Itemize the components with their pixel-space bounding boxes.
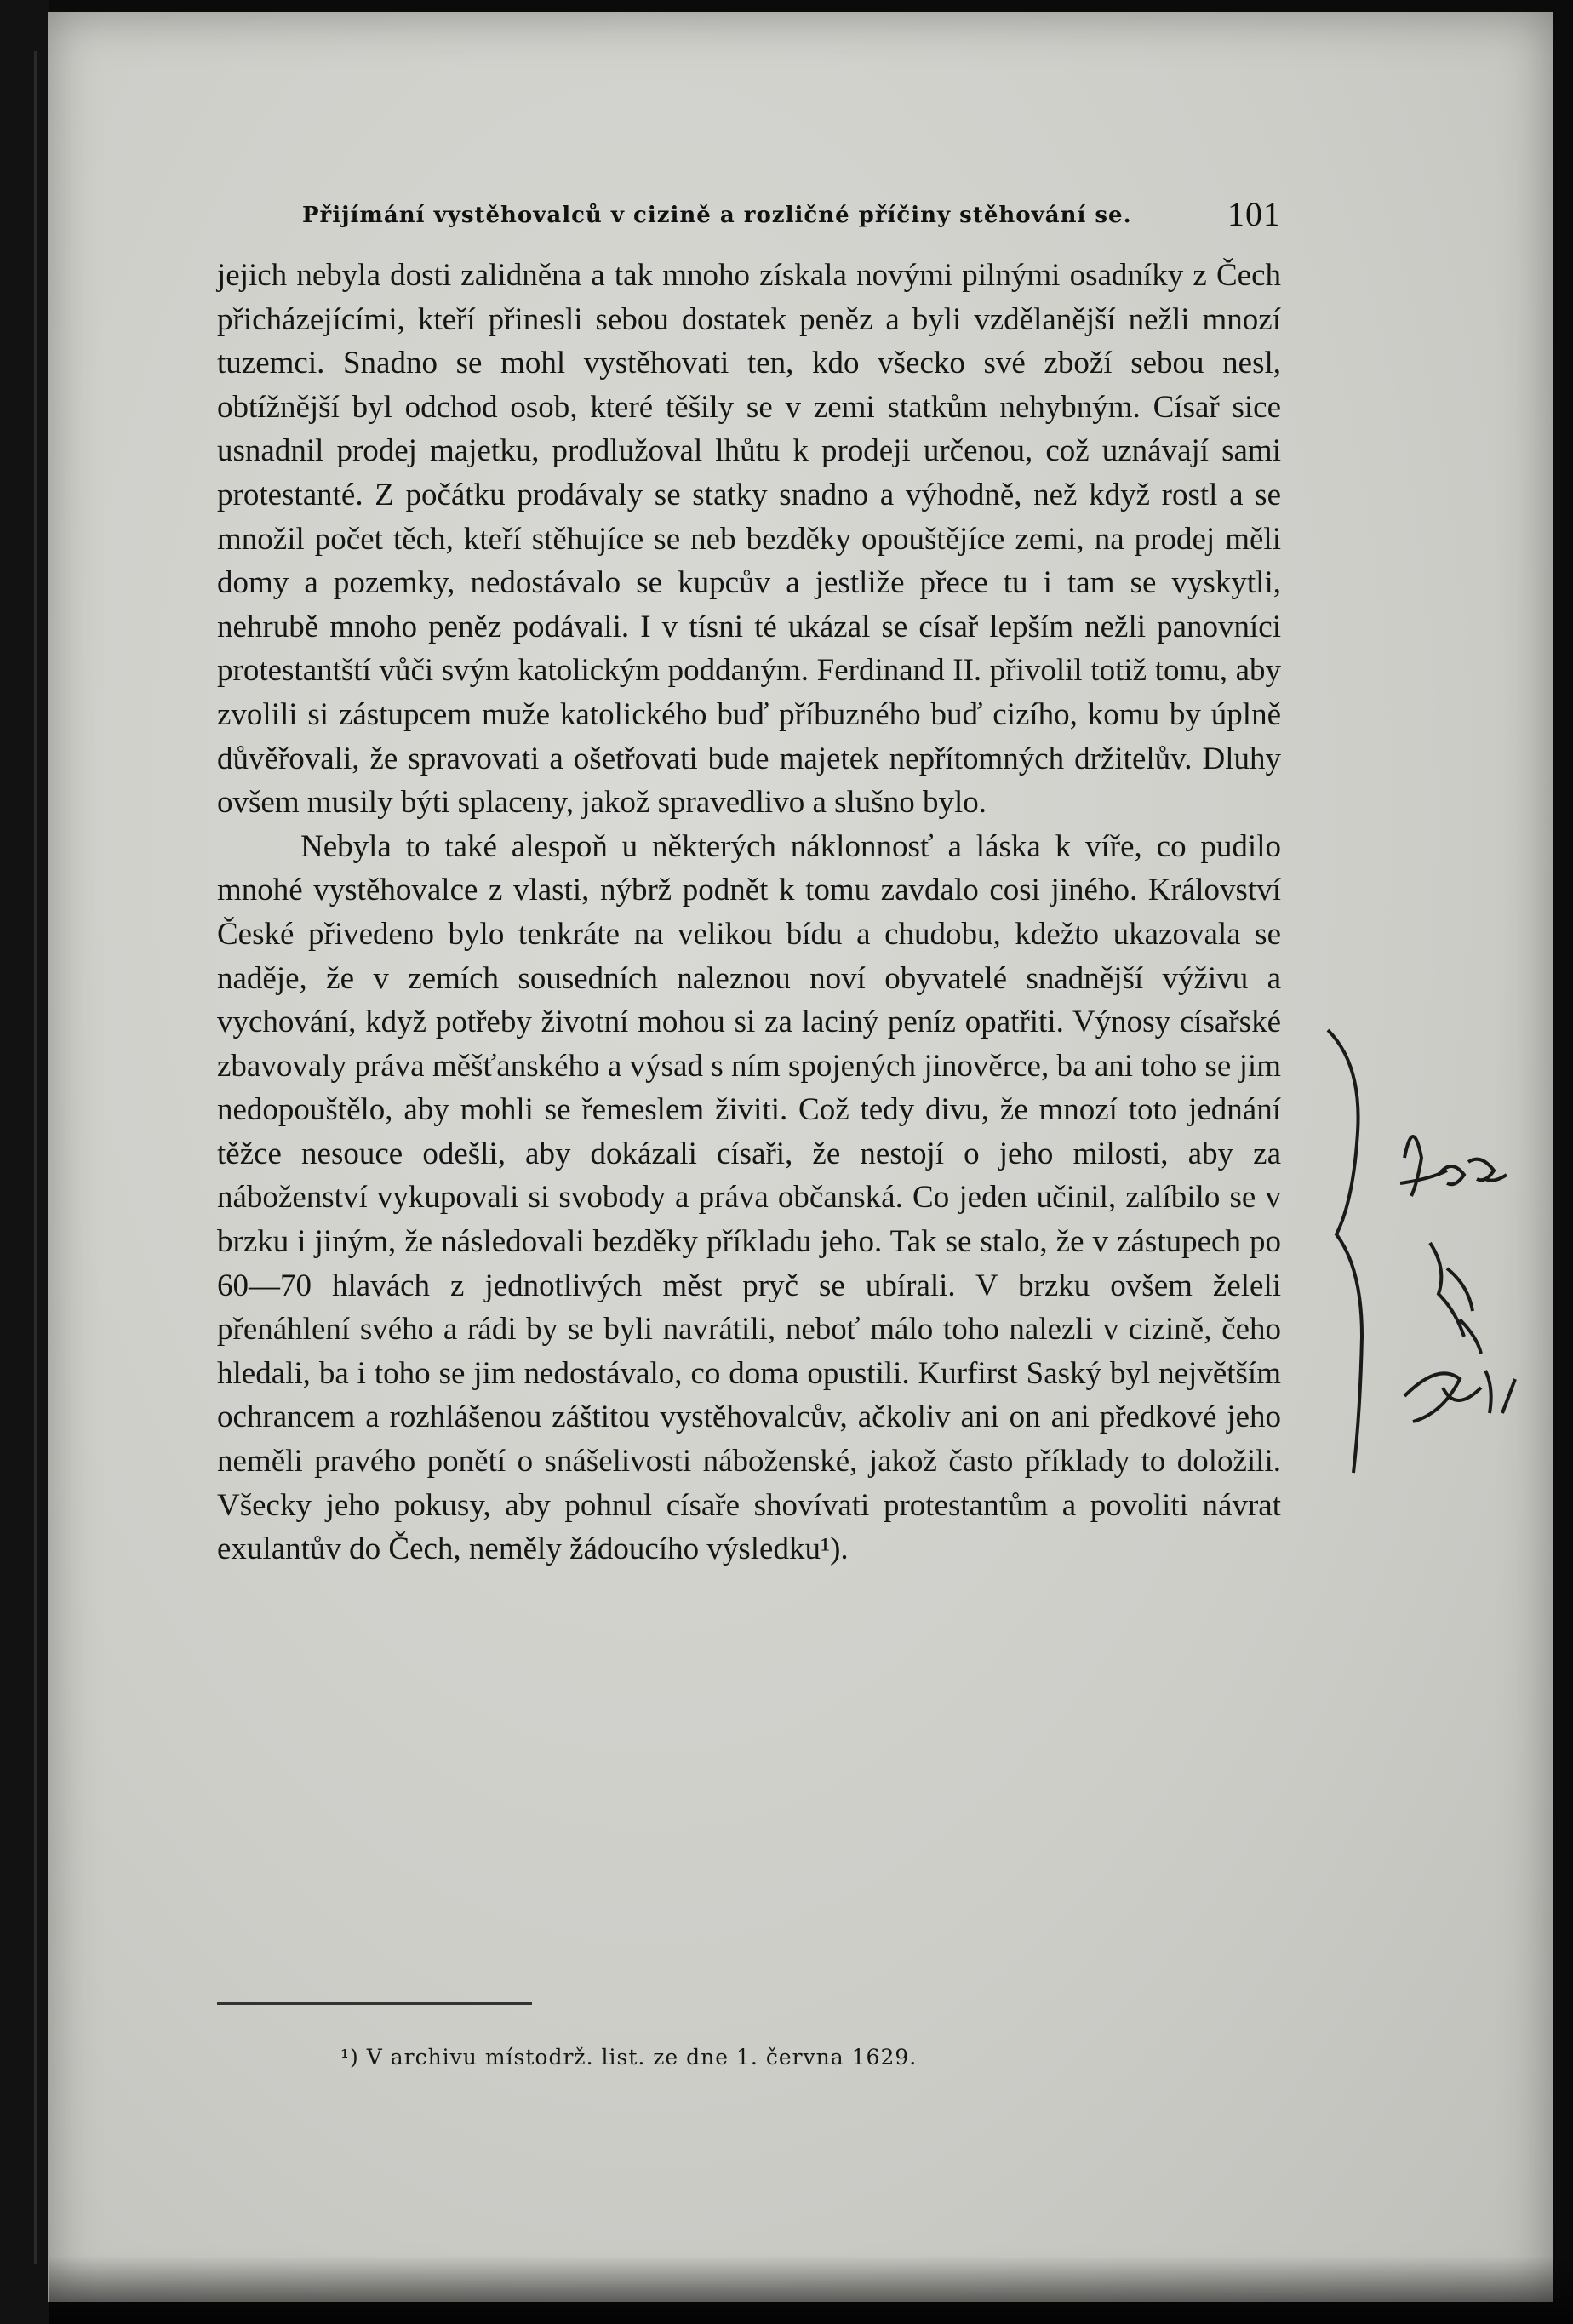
handwritten-annotation [1311, 1013, 1566, 1490]
body-text [217, 254, 1281, 1571]
paragraph: Nebyla to také alespoň u některých náklonnosť a láska k víře, co pudilo mnohé vystěhovalce z vlasti, nýbrž podnět k tomu zavdalo cosi jiného. Království České přivedeno bylo tenkráte na velikou bídu a chudobu, kdežto ukazovala se naděje, že v zemích sousedních naleznou noví obyvatelé snadnější výživu a vychování, když potřeby životní mohou si za laciný peníz opatřiti. Výnosy císařské zbavovaly práva měšťanského a výsad s ním spojených jinověrce, ba ani toho se jim nedopouštělo, aby mohli se řemeslem živiti. Což tedy divu, že mnozí toto jednání těžce nesouce odešli, aby dokázali císaři, že nestojí o jeho milosti, aby za náboženství vykupovali si svobody a práva občanská. Co jeden učinil, zalíbilo se v brzku i jiným, že následovali bezděky příkladu jeho. Tak se stalo, že v zástupech po 60—70 hlavách z jednotlivých měst pryč se ubírali. V brzku ovšem želeli přenáhlení svého a rádi by se byli navrátili, neboť málo toho nalezli v cizině, čeho hledali, ba i toho se jim nedostávalo, co doma opustili. Kurfirst Saský byl největším ochrancem a rozhlášenou záštitou vystěhovalcův, ačkoliv ani on ani předkové jeho neměli pravého ponětí o snášelivosti náboženské, jakož často příklady to doložili. Všecky jeho pokusy, aby pohnul císaře shovívati protestantům a povoliti návrat exulantův do Čech, neměly žádoucího výsledku¹). [217, 828, 1281, 1567]
footnote: ¹) V archivu místodrž. list. ze dne 1. června 1629. [340, 2045, 918, 2069]
scan-left-edge [0, 0, 49, 2324]
footnote-divider [217, 2002, 532, 2005]
running-title: Přijímání vystěhovalců v cizině a rozličné příčiny stěhování se. [302, 203, 1132, 228]
running-header [302, 194, 1281, 245]
page-number: 101 [1227, 195, 1281, 233]
book-spine [34, 51, 37, 2264]
scan-bottom-edge [49, 2256, 1573, 2324]
paragraph: jejich nebyla dosti zalidněna a tak mnoho získala novými pilnými osadníky z Čech přicházejícími, kteří přinesli sebou dostatek peněz a byli vzdělanější nežli mnozí tuzemci. Snadno se mohl vystěhovati ten, kdo všecko své zboží sebou nesl, obtížnější byl odchod osob, které těšily se v zemi statkům nehybným. Císař sice usnadnil prodej majetku, prodlužoval lhůtu k prodeji určenou, což uznávají sami protestanté. Z počátku prodávaly se statky snadno a výhodně, než když rostl a se množil počet těch, kteří stěhujíce se neb bezděky opouštějíce zemi, na prodej měli domy a pozemky, nedostávalo se kupcův a jestliže přece tu i tam se vyskytli, nehrubě mnoho peněz podávali. I v tísni té ukázal se císař lepším nežli panovníci protestantští vůči svým katolickým poddaným. Ferdinand II. přivolil totiž tomu, aby zvolili si zástupcem muže katolického buď příbuzného buď cizího, komu by úplně důvěřovali, že spravovati a ošetřovati bude majetek nepřítomných držitelův. Dluhy ovšem musily býti splaceny, jakož spravedlivo a slušno bylo. [217, 258, 1281, 821]
annotation-bracket-icon [1311, 1013, 1566, 1490]
